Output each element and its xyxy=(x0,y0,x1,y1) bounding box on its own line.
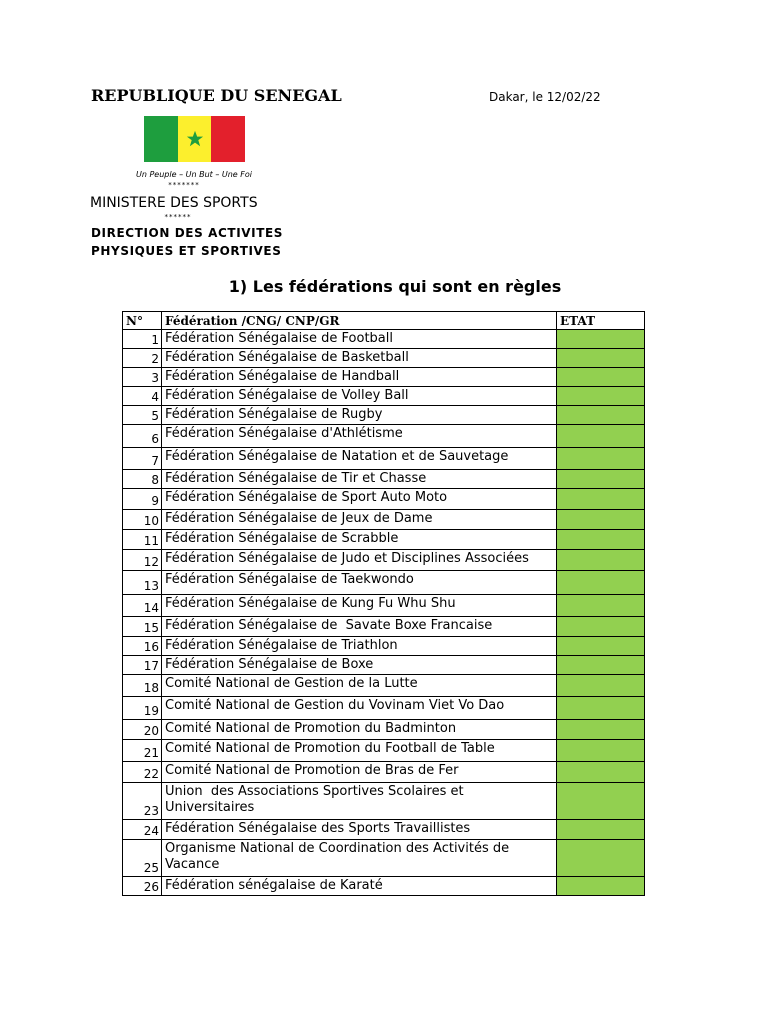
table-row xyxy=(123,617,645,637)
document-date: Dakar, le 12/02/22 xyxy=(489,90,601,104)
row-number: 17 xyxy=(123,656,162,675)
row-number: 1 xyxy=(123,330,162,349)
status-cell xyxy=(557,368,645,387)
row-number: 11 xyxy=(123,530,162,550)
table-row xyxy=(123,489,645,510)
table-row xyxy=(123,675,645,697)
republic-title: REPUBLIQUE DU SENEGAL xyxy=(91,86,342,105)
row-number: 20 xyxy=(123,720,162,740)
section-heading: 1) Les fédérations qui sont en règles xyxy=(228,277,562,296)
table-row xyxy=(123,571,645,595)
status-cell xyxy=(557,489,645,510)
separator-stars: ******* xyxy=(168,181,200,189)
table-row xyxy=(123,740,645,762)
status-cell xyxy=(557,330,645,349)
row-number: 8 xyxy=(123,470,162,489)
federation-name: Fédération Sénégalaise de Rugby xyxy=(162,406,557,425)
row-number: 9 xyxy=(123,489,162,510)
table-row xyxy=(123,470,645,489)
status-cell xyxy=(557,840,645,877)
federation-name: Fédération Sénégalaise de Football xyxy=(162,330,557,349)
row-number: 15 xyxy=(123,617,162,637)
status-cell xyxy=(557,595,645,617)
table-row xyxy=(123,330,645,349)
table-row xyxy=(123,762,645,783)
federation-name: Fédération Sénégalaise de Scrabble xyxy=(162,530,557,550)
status-cell xyxy=(557,550,645,571)
row-number: 26 xyxy=(123,877,162,896)
federation-name: Comité National de Promotion du Badminton xyxy=(162,720,557,740)
status-cell xyxy=(557,571,645,595)
table-row xyxy=(123,550,645,571)
federation-name: Fédération sénégalaise de Karaté xyxy=(162,877,557,896)
federation-name: Comité National de Gestion de la Lutte xyxy=(162,675,557,697)
status-cell xyxy=(557,877,645,896)
status-cell xyxy=(557,448,645,470)
status-cell xyxy=(557,762,645,783)
row-number: 13 xyxy=(123,571,162,595)
table-body xyxy=(123,330,645,896)
status-cell xyxy=(557,470,645,489)
table-row xyxy=(123,820,645,840)
table-row xyxy=(123,387,645,406)
direction-line-1: DIRECTION DES ACTIVITES xyxy=(91,226,284,240)
status-cell xyxy=(557,349,645,368)
federation-name: Fédération Sénégalaise de Volley Ball xyxy=(162,387,557,406)
status-cell xyxy=(557,820,645,840)
status-cell xyxy=(557,697,645,720)
federation-name: Comité National de Promotion du Football de Table xyxy=(162,740,557,762)
flag-star-icon xyxy=(144,116,245,162)
row-number: 5 xyxy=(123,406,162,425)
row-number: 7 xyxy=(123,448,162,470)
column-header-number: N° xyxy=(123,312,162,330)
row-number: 18 xyxy=(123,675,162,697)
status-cell xyxy=(557,510,645,530)
status-cell xyxy=(557,530,645,550)
row-number: 4 xyxy=(123,387,162,406)
row-number: 14 xyxy=(123,595,162,617)
federation-name: Organisme National de Coordination des Activités de Vacance xyxy=(162,840,557,877)
row-number: 12 xyxy=(123,550,162,571)
table-row xyxy=(123,349,645,368)
ministry-name: MINISTERE DES SPORTS xyxy=(90,195,258,211)
direction-line-2: PHYSIQUES ET SPORTIVES xyxy=(91,244,282,258)
federation-name: Fédération Sénégalaise de Natation et de Sauvetage xyxy=(162,448,557,470)
separator-stars-2: ****** xyxy=(164,213,192,221)
federation-name: Union des Associations Sportives Scolaires et Universitaires xyxy=(162,783,557,820)
status-cell xyxy=(557,637,645,656)
federation-name: Fédération Sénégalaise de Basketball xyxy=(162,349,557,368)
row-number: 16 xyxy=(123,637,162,656)
table-row xyxy=(123,530,645,550)
table-row xyxy=(123,877,645,896)
table-row xyxy=(123,697,645,720)
national-motto: Un Peuple – Un But – Une Foi xyxy=(136,170,252,179)
row-number: 19 xyxy=(123,697,162,720)
federation-name: Comité National de Gestion du Vovinam Viet Vo Dao xyxy=(162,697,557,720)
column-header-federation: Fédération /CNG/ CNP/GR xyxy=(162,312,557,330)
table-row xyxy=(123,406,645,425)
federation-name: Fédération Sénégalaise d'Athlétisme xyxy=(162,425,557,448)
federations-table xyxy=(122,311,645,896)
row-number: 6 xyxy=(123,425,162,448)
table-row xyxy=(123,720,645,740)
status-cell xyxy=(557,783,645,820)
row-number: 23 xyxy=(123,783,162,820)
row-number: 2 xyxy=(123,349,162,368)
table-row xyxy=(123,840,645,877)
senegal-flag-icon xyxy=(144,116,245,162)
status-cell xyxy=(557,387,645,406)
status-cell xyxy=(557,675,645,697)
federation-name: Fédération Sénégalaise de Jeux de Dame xyxy=(162,510,557,530)
table-header-row xyxy=(123,312,645,330)
status-cell xyxy=(557,740,645,762)
federation-name: Fédération Sénégalaise de Boxe xyxy=(162,656,557,675)
status-cell xyxy=(557,406,645,425)
federation-name: Fédération Sénégalaise de Handball xyxy=(162,368,557,387)
table-row xyxy=(123,656,645,675)
federation-name: Comité National de Promotion de Bras de Fer xyxy=(162,762,557,783)
column-header-etat: ETAT xyxy=(557,312,645,330)
row-number: 22 xyxy=(123,762,162,783)
status-cell xyxy=(557,656,645,675)
table-row xyxy=(123,448,645,470)
table-row xyxy=(123,368,645,387)
row-number: 24 xyxy=(123,820,162,840)
federation-name: Fédération Sénégalaise de Savate Boxe Francaise xyxy=(162,617,557,637)
row-number: 3 xyxy=(123,368,162,387)
federation-name: Fédération Sénégalaise de Kung Fu Whu Shu xyxy=(162,595,557,617)
row-number: 21 xyxy=(123,740,162,762)
table-row xyxy=(123,425,645,448)
federation-name: Fédération Sénégalaise de Sport Auto Moto xyxy=(162,489,557,510)
federation-name: Fédération Sénégalaise de Tir et Chasse xyxy=(162,470,557,489)
status-cell xyxy=(557,425,645,448)
federation-name: Fédération Sénégalaise de Triathlon xyxy=(162,637,557,656)
row-number: 25 xyxy=(123,840,162,877)
table-row xyxy=(123,595,645,617)
table-row xyxy=(123,783,645,820)
table-row xyxy=(123,637,645,656)
row-number: 10 xyxy=(123,510,162,530)
status-cell xyxy=(557,617,645,637)
status-cell xyxy=(557,720,645,740)
federation-name: Fédération Sénégalaise de Judo et Disciplines Associées xyxy=(162,550,557,571)
federation-name: Fédération Sénégalaise de Taekwondo xyxy=(162,571,557,595)
table-row xyxy=(123,510,645,530)
federation-name: Fédération Sénégalaise des Sports Travaillistes xyxy=(162,820,557,840)
